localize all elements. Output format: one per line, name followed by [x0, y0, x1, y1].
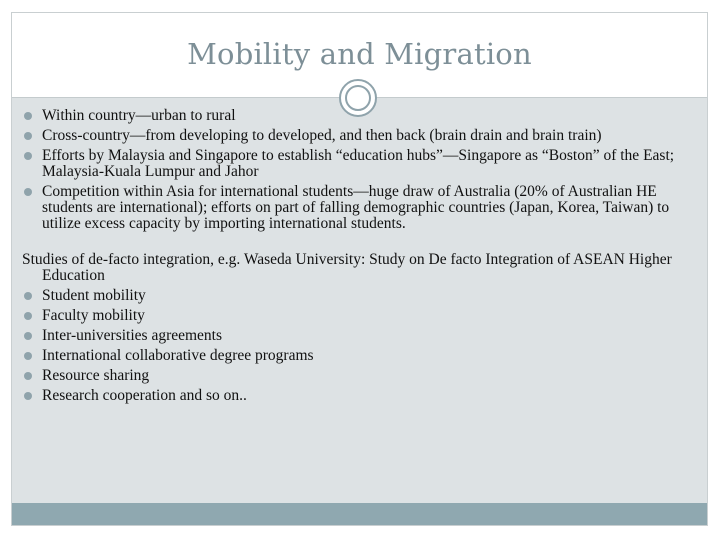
bullet-dot-icon: [24, 132, 32, 140]
slide-title: Mobility and Migration: [187, 37, 532, 71]
list-item: [22, 108, 682, 124]
list-item-text: Cross-country—from developing to developed, and then back (brain drain and brain train): [42, 127, 602, 144]
list-item: [22, 388, 682, 404]
list-item: [22, 348, 682, 364]
list-item-text: Research cooperation and so on..: [42, 387, 247, 404]
list-item: [22, 148, 682, 180]
bullet-dot-icon: [24, 152, 32, 160]
list-item-text: Efforts by Malaysia and Singapore to establish “education hubs”—Singapore as “Boston” of the East; Malaysia-Kuala Lumpur and Jahor: [42, 147, 675, 180]
bullet-list-first: [22, 108, 682, 232]
footer-bar: [12, 503, 707, 525]
list-item-text: Inter-universities agreements: [42, 327, 223, 344]
list-item-text: Competition within Asia for international students—huge draw of Australia (20% of Australian HE students are international); efforts on part of falling demographic countries (Japan, Korea, Taiwan) to utilize excess capacity by importing international students.: [42, 183, 670, 232]
list-item-text: Within country—urban to rural: [42, 107, 236, 124]
list-item: [22, 328, 682, 344]
list-item-text: Resource sharing: [42, 367, 150, 384]
slide-body: [22, 108, 682, 408]
studies-paragraph: Studies of de-facto integration, e.g. Waseda University: Study on De facto Integration of ASEAN Higher Education: [22, 251, 672, 284]
bullet-dot-icon: [24, 332, 32, 340]
list-item-text: Student mobility: [42, 287, 146, 304]
bullet-dot-icon: [24, 312, 32, 320]
list-item: [22, 308, 682, 324]
bullet-dot-icon: [24, 112, 32, 120]
bullet-dot-icon: [24, 292, 32, 300]
bullet-dot-icon: [24, 372, 32, 380]
list-item-text: International collaborative degree programs: [42, 347, 314, 364]
bullet-dot-icon: [24, 352, 32, 360]
bullet-dot-icon: [24, 392, 32, 400]
bullet-dot-icon: [24, 188, 32, 196]
list-item: [22, 288, 682, 304]
list-item-text: Faculty mobility: [42, 307, 145, 324]
list-item: [22, 184, 682, 232]
list-item: [22, 368, 682, 384]
bullet-list-second: [22, 288, 682, 404]
list-item: [22, 128, 682, 144]
